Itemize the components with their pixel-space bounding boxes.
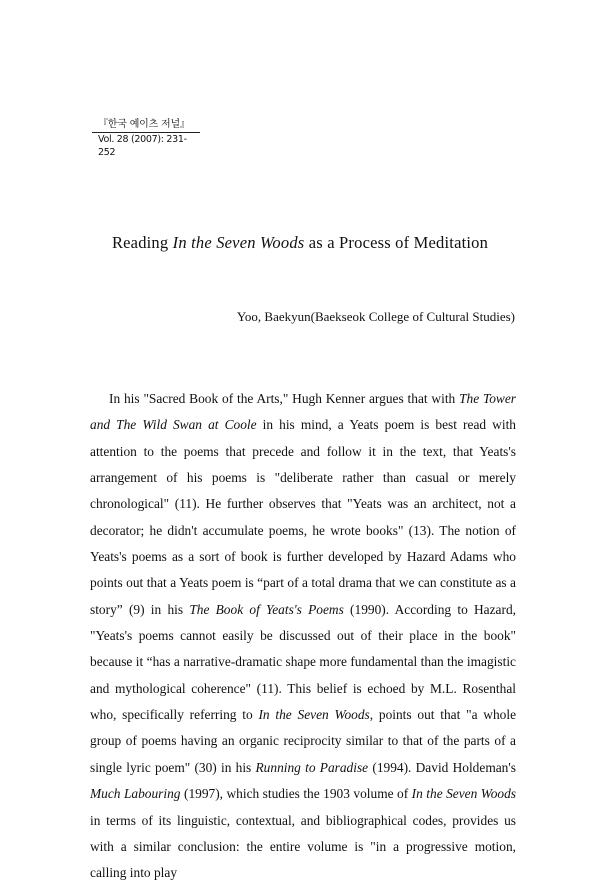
body-text-run: in his mind, a Yeats poem is best read with attention to the poems that precede and follow it in the text, that Yeats's arrangement of his poems is "deliberate rather than casual or merely chronological" (11). He further observes that "Yeats was an architect, not a decorator; he didn't accumulate poems, he wrote books" (13). The notion of Yeats's poems as a sort of book is further developed by Hazard Adams who points out that a Yeats poem is “part of a total drama that we can constitute as a story” (9) in his <box>90 417 516 617</box>
title-italic-work: In the Seven Woods <box>172 233 305 252</box>
body-text-run: in terms of its linguistic, contextual, and bibliographical codes, provides us with a similar conclusion: the entire volume is "in a progressive motion, calling into play <box>90 812 516 881</box>
journal-name: 『한국 예이츠 저널』 <box>98 119 190 130</box>
body-text <box>90 386 516 887</box>
body-text-run: (1997), which studies the 1903 volume of <box>180 786 412 802</box>
author-line: Yoo, Baekyun(Baekseok College of Cultural Studies) <box>236 309 515 324</box>
body-text-run: In his "Sacred Book of the Arts," Hugh Kenner argues that with <box>109 391 460 406</box>
italic-work-title: In the Seven Woods <box>258 707 370 723</box>
italic-work-title: In the Seven Woods <box>411 786 517 802</box>
italic-work-title: Much Labouring <box>90 786 181 802</box>
journal-volume: Vol. 28 (2007): 231-252 <box>98 134 187 158</box>
title-text-start: Reading <box>111 233 173 252</box>
body-text-run: (1990). According to Hazard, "Yeats's poems cannot easily be discussed out of their place in the book" because it “has a narrative-dramatic shape more fundamental than the imagistic and mythological coherence" (11). This belief is echoed by M.L. Rosenthal who, specifically referring to <box>90 601 516 723</box>
journal-header <box>92 118 202 159</box>
italic-work-title: The Book of Yeats's Poems <box>189 601 344 617</box>
italic-work-title: Running to Paradise <box>255 759 369 775</box>
body-text-run: , points out that "a whole group of poems having an organic reciprocity similar to that of the parts of a single lyric poem" (30) in his <box>90 707 517 775</box>
italic-work-title: The Tower and The Wild Swan at Coole <box>90 391 516 433</box>
article-title <box>0 233 600 253</box>
body-paragraph <box>90 386 516 887</box>
body-text-run: (1994). David Holdeman's <box>368 759 517 775</box>
title-text-end: as a Process of Meditation <box>304 233 489 252</box>
